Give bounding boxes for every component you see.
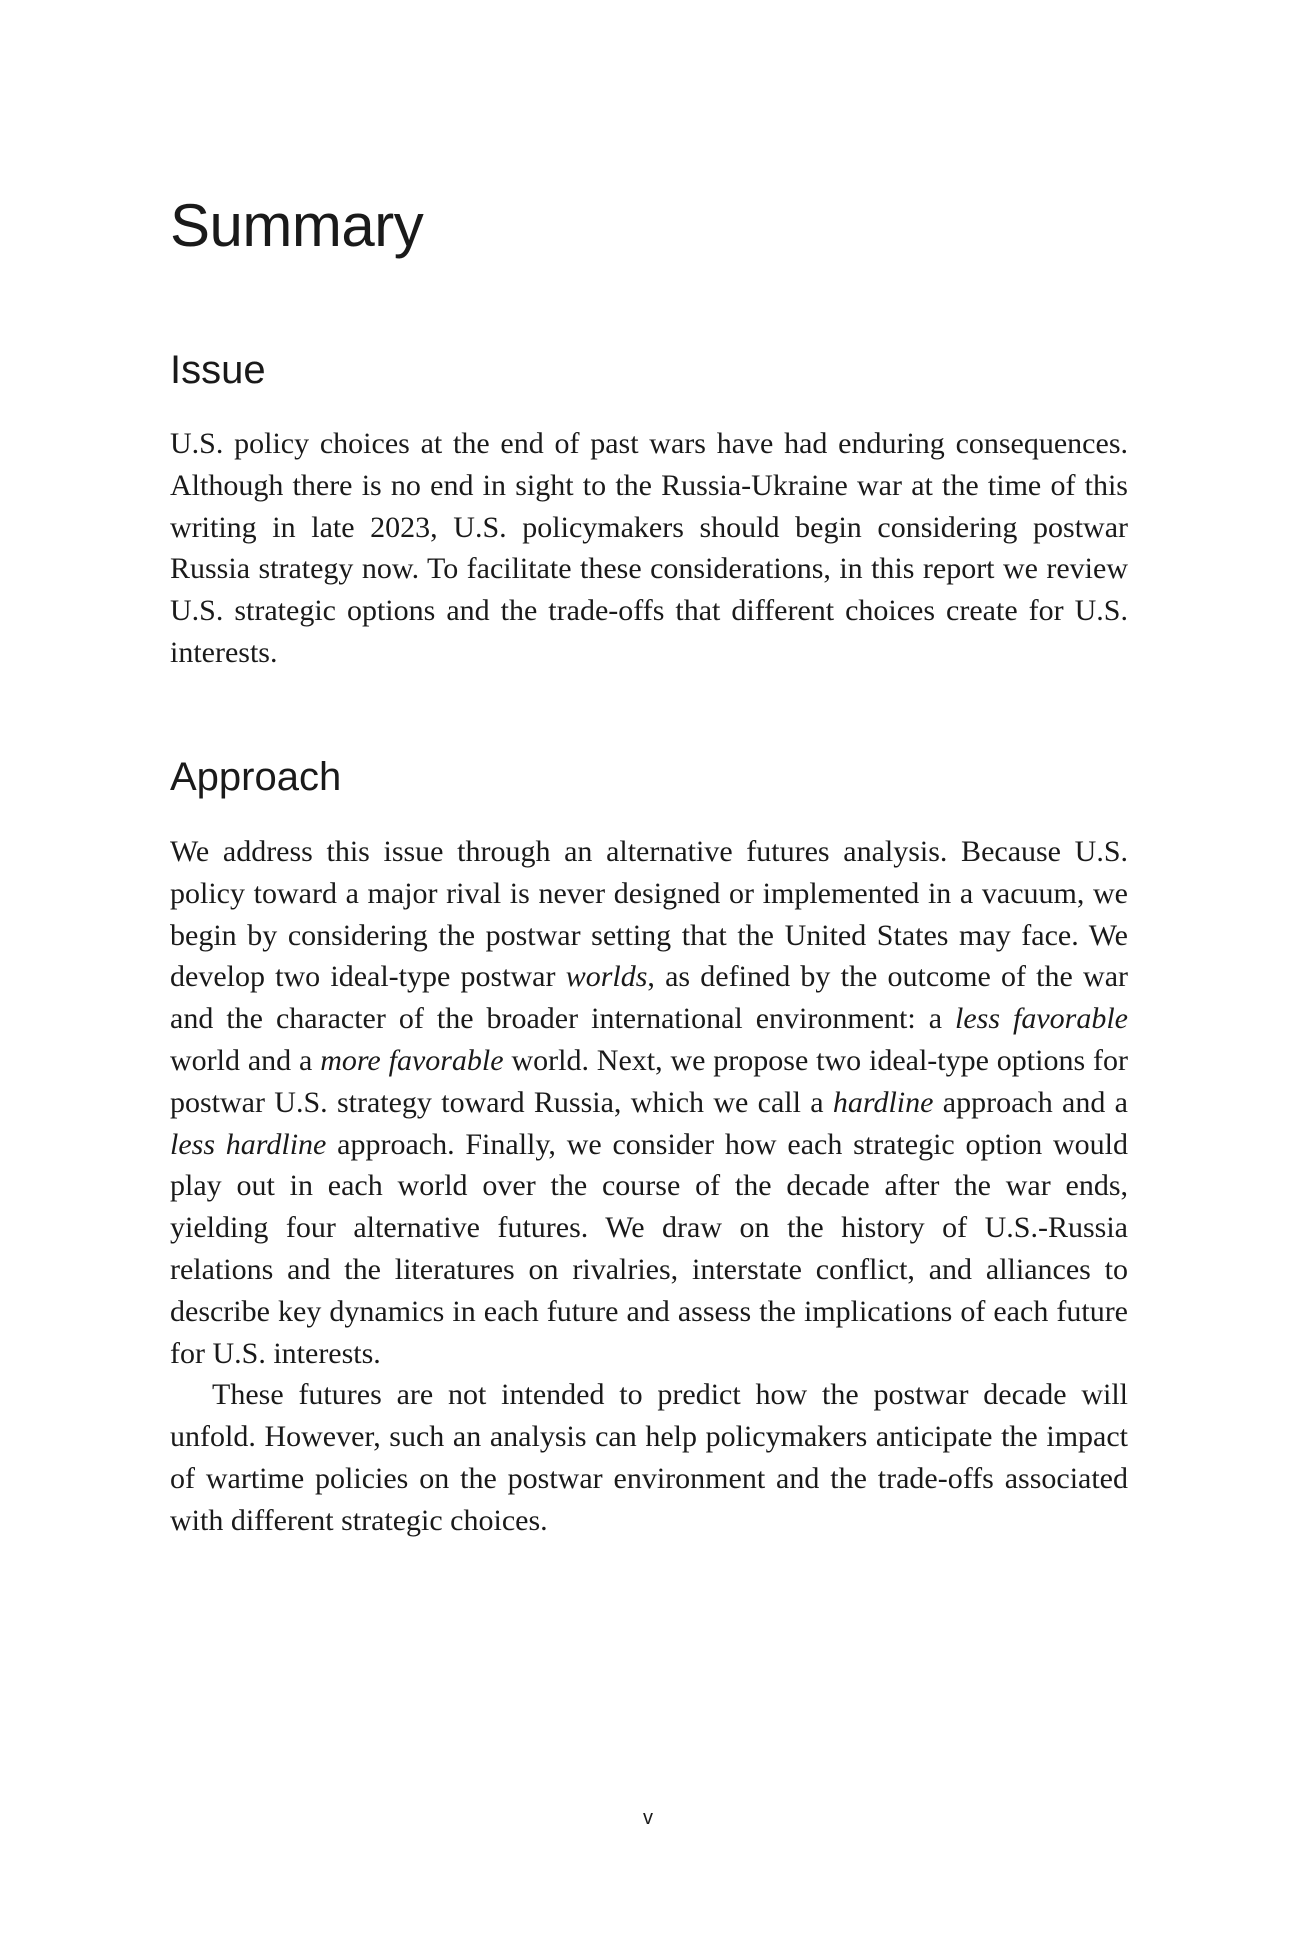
approach-heading: Approach bbox=[170, 755, 342, 799]
issue-paragraph: U.S. policy choices at the end of past wars have had enduring consequences. Although there is no end in sight to the Russia-Ukraine war at the time of this writing in late 2023, U.S. policymakers should begin considering postwar Russia strategy now. To facilitate these considerations, in this report we review U.S. strategic options and the trade-offs that different choices create for U.S. interests. bbox=[170, 427, 1128, 669]
text-run: world. Next, we propose two ideal-type options for postwar U.S. strategy toward Russia, which we call a bbox=[170, 1043, 1128, 1119]
text-run: approach. Finally, we consider how each strategic option would play out in each world over the course of the decade after the war ends, yielding four alternative futures. We draw on the history of U.S.-Russia relations and the literatures on rivalries, interstate conflict, and alliances to describe key dynamics in each future and assess the implications of each future for U.S. interests. bbox=[170, 1127, 1128, 1370]
italic-term-more-favorable: more favorable bbox=[320, 1043, 504, 1077]
text-run: world and a bbox=[170, 1043, 321, 1077]
text-run: approach and a bbox=[933, 1085, 1128, 1119]
italic-term-worlds: worlds bbox=[565, 960, 648, 994]
text-run: , as defined by the outcome of the war and the character of the broader international environment: a bbox=[170, 960, 1128, 1036]
italic-term-less-favorable: less favorable bbox=[955, 1002, 1128, 1036]
italic-term-less-hardline: less hardline bbox=[170, 1127, 327, 1161]
page-title: Summary bbox=[170, 192, 424, 259]
issue-heading: Issue bbox=[170, 348, 266, 392]
approach-paragraph-2: These futures are not intended to predict how the postwar decade will unfold. However, such an analysis can help policymakers anticipate the impact of wartime policies on the postwar environment and the trade-offs associated with different strategic choices. bbox=[170, 1378, 1128, 1537]
italic-term-hardline: hardline bbox=[832, 1085, 934, 1119]
approach-paragraph-1 bbox=[170, 831, 1128, 1374]
page-number: v bbox=[643, 1807, 653, 1829]
issue-section-body bbox=[170, 423, 1128, 674]
text-run: We address this issue through an alternative futures analysis. Because U.S. policy toward a major rival is never designed or implemented in a vacuum, we begin by considering the postwar setting that the United States may face. We develop two ideal-type postwar bbox=[170, 835, 1128, 994]
approach-section-body bbox=[170, 831, 1128, 1542]
